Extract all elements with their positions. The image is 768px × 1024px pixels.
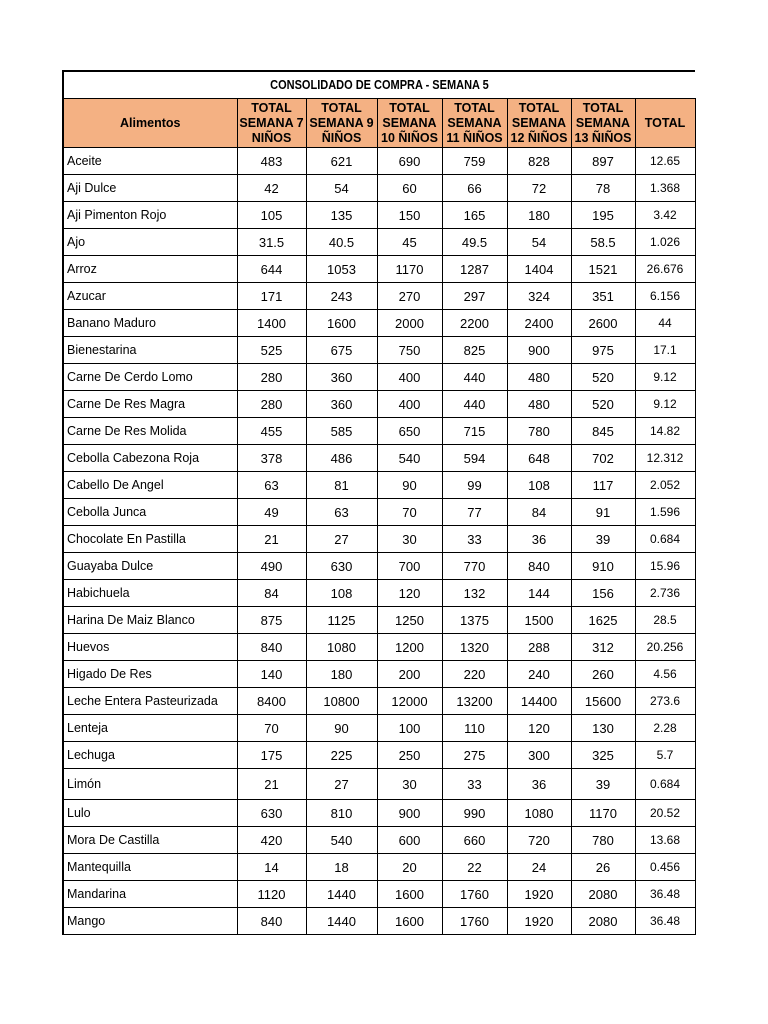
quantity-cell[interactable]: 520 bbox=[571, 391, 635, 418]
quantity-cell[interactable]: 10800 bbox=[306, 688, 377, 715]
food-name-cell[interactable]: Carne De Res Magra bbox=[63, 391, 237, 418]
quantity-cell[interactable]: 1625 bbox=[571, 607, 635, 634]
quantity-cell[interactable]: 480 bbox=[507, 364, 571, 391]
table-row bbox=[63, 661, 695, 688]
quantity-cell[interactable]: 63 bbox=[237, 472, 306, 499]
header-line: SEMANA bbox=[382, 115, 437, 130]
quantity-cell[interactable]: 36 bbox=[507, 769, 571, 800]
quantity-cell[interactable]: 1760 bbox=[442, 908, 507, 935]
food-name-cell[interactable]: Aceite bbox=[63, 148, 237, 175]
total-cell[interactable]: 9.12 bbox=[635, 391, 695, 418]
column-header-semana bbox=[442, 99, 507, 148]
quantity-cell[interactable]: 120 bbox=[507, 715, 571, 742]
quantity-cell[interactable]: 26 bbox=[571, 854, 635, 881]
food-name-cell[interactable]: Carne De Res Molida bbox=[63, 418, 237, 445]
quantity-cell[interactable]: 240 bbox=[507, 661, 571, 688]
total-cell[interactable]: 2.736 bbox=[635, 580, 695, 607]
header-line: TOTAL bbox=[251, 100, 292, 115]
food-name-cell[interactable]: Leche Entera Pasteurizada bbox=[63, 688, 237, 715]
food-name-cell[interactable]: Lulo bbox=[63, 800, 237, 827]
food-name-cell[interactable]: Ajo bbox=[63, 229, 237, 256]
quantity-cell[interactable]: 140 bbox=[237, 661, 306, 688]
quantity-cell[interactable]: 440 bbox=[442, 391, 507, 418]
quantity-cell[interactable]: 81 bbox=[306, 472, 377, 499]
food-name-cell[interactable]: Carne De Cerdo Lomo bbox=[63, 364, 237, 391]
column-header-semana bbox=[306, 99, 377, 148]
quantity-cell[interactable]: 660 bbox=[442, 827, 507, 854]
table-row bbox=[63, 148, 695, 175]
quantity-cell[interactable]: 840 bbox=[237, 634, 306, 661]
quantity-cell[interactable]: 60 bbox=[377, 175, 442, 202]
column-header-semana bbox=[507, 99, 571, 148]
quantity-cell[interactable]: 250 bbox=[377, 742, 442, 769]
food-name-cell[interactable]: Limón bbox=[63, 769, 237, 800]
total-cell[interactable]: 6.156 bbox=[635, 283, 695, 310]
food-name-cell[interactable]: Cebolla Junca bbox=[63, 499, 237, 526]
table-row bbox=[63, 175, 695, 202]
table-row bbox=[63, 337, 695, 364]
quantity-cell[interactable]: 1760 bbox=[442, 881, 507, 908]
food-name-cell[interactable]: Harina De Maiz Blanco bbox=[63, 607, 237, 634]
header-line: Alimentos bbox=[120, 115, 181, 130]
food-name-cell[interactable]: Mantequilla bbox=[63, 854, 237, 881]
total-cell[interactable]: 12.65 bbox=[635, 148, 695, 175]
quantity-cell[interactable]: 31.5 bbox=[237, 229, 306, 256]
quantity-cell[interactable]: 20 bbox=[377, 854, 442, 881]
quantity-cell[interactable]: 1404 bbox=[507, 256, 571, 283]
food-name-cell[interactable]: Azucar bbox=[63, 283, 237, 310]
quantity-cell[interactable]: 27 bbox=[306, 769, 377, 800]
table-row bbox=[63, 256, 695, 283]
quantity-cell[interactable]: 275 bbox=[442, 742, 507, 769]
quantity-cell[interactable]: 78 bbox=[571, 175, 635, 202]
total-cell[interactable]: 20.52 bbox=[635, 800, 695, 827]
quantity-cell[interactable]: 2080 bbox=[571, 908, 635, 935]
quantity-cell[interactable]: 150 bbox=[377, 202, 442, 229]
table-title: CONSOLIDADO DE COMPRA - SEMANA 5 bbox=[101, 71, 657, 99]
quantity-cell[interactable]: 66 bbox=[442, 175, 507, 202]
header-line: 13 ÑIÑOS bbox=[574, 130, 632, 145]
quantity-cell[interactable]: 1440 bbox=[306, 908, 377, 935]
quantity-cell[interactable]: 27 bbox=[306, 526, 377, 553]
quantity-cell[interactable]: 165 bbox=[442, 202, 507, 229]
quantity-cell[interactable]: 300 bbox=[507, 742, 571, 769]
food-name-cell[interactable]: Lenteja bbox=[63, 715, 237, 742]
quantity-cell[interactable]: 715 bbox=[442, 418, 507, 445]
table-row bbox=[63, 499, 695, 526]
quantity-cell[interactable]: 260 bbox=[571, 661, 635, 688]
quantity-cell[interactable]: 108 bbox=[306, 580, 377, 607]
quantity-cell[interactable]: 36 bbox=[507, 526, 571, 553]
quantity-cell[interactable]: 1125 bbox=[306, 607, 377, 634]
total-cell[interactable]: 1.596 bbox=[635, 499, 695, 526]
quantity-cell[interactable]: 90 bbox=[306, 715, 377, 742]
total-cell[interactable]: 3.42 bbox=[635, 202, 695, 229]
total-cell[interactable]: 0.456 bbox=[635, 854, 695, 881]
food-name-cell[interactable]: Mango bbox=[63, 908, 237, 935]
quantity-cell[interactable]: 180 bbox=[306, 661, 377, 688]
quantity-cell[interactable]: 1600 bbox=[377, 908, 442, 935]
quantity-cell[interactable]: 1053 bbox=[306, 256, 377, 283]
table-row bbox=[63, 607, 695, 634]
food-name-cell[interactable]: Mandarina bbox=[63, 881, 237, 908]
quantity-cell[interactable]: 39 bbox=[571, 526, 635, 553]
quantity-cell[interactable]: 420 bbox=[237, 827, 306, 854]
quantity-cell[interactable]: 720 bbox=[507, 827, 571, 854]
quantity-cell[interactable]: 49 bbox=[237, 499, 306, 526]
quantity-cell[interactable]: 810 bbox=[306, 800, 377, 827]
header-line: TOTAL bbox=[454, 100, 495, 115]
quantity-cell[interactable]: 600 bbox=[377, 827, 442, 854]
header-line: ÑIÑOS bbox=[321, 130, 362, 145]
quantity-cell[interactable]: 486 bbox=[306, 445, 377, 472]
header-line: SEMANA bbox=[511, 115, 567, 130]
total-cell[interactable]: 28.5 bbox=[635, 607, 695, 634]
table-row bbox=[63, 283, 695, 310]
food-name-cell[interactable]: Banano Maduro bbox=[63, 310, 237, 337]
total-cell[interactable]: 9.12 bbox=[635, 364, 695, 391]
column-header-total bbox=[635, 99, 695, 148]
quantity-cell[interactable]: 840 bbox=[507, 553, 571, 580]
quantity-cell[interactable]: 648 bbox=[507, 445, 571, 472]
quantity-cell[interactable]: 243 bbox=[306, 283, 377, 310]
quantity-cell[interactable]: 1287 bbox=[442, 256, 507, 283]
quantity-cell[interactable]: 1170 bbox=[571, 800, 635, 827]
header-line: NIÑOS bbox=[251, 130, 292, 145]
quantity-cell[interactable]: 144 bbox=[507, 580, 571, 607]
header-line: 10 ÑIÑOS bbox=[381, 130, 438, 145]
table-row bbox=[63, 364, 695, 391]
quantity-cell[interactable]: 63 bbox=[306, 499, 377, 526]
table-row bbox=[63, 715, 695, 742]
quantity-cell[interactable]: 117 bbox=[571, 472, 635, 499]
total-cell[interactable]: 36.48 bbox=[635, 881, 695, 908]
quantity-cell[interactable]: 483 bbox=[237, 148, 306, 175]
quantity-cell[interactable]: 845 bbox=[571, 418, 635, 445]
quantity-cell[interactable]: 455 bbox=[237, 418, 306, 445]
total-cell[interactable]: 2.052 bbox=[635, 472, 695, 499]
quantity-cell[interactable]: 825 bbox=[442, 337, 507, 364]
table-row bbox=[63, 769, 695, 800]
table-row bbox=[63, 908, 695, 935]
quantity-cell[interactable]: 180 bbox=[507, 202, 571, 229]
quantity-cell[interactable]: 540 bbox=[377, 445, 442, 472]
table-body bbox=[63, 148, 695, 935]
quantity-cell[interactable]: 30 bbox=[377, 526, 442, 553]
quantity-cell[interactable]: 1600 bbox=[306, 310, 377, 337]
table-row bbox=[63, 827, 695, 854]
quantity-cell[interactable]: 780 bbox=[571, 827, 635, 854]
quantity-cell[interactable]: 120 bbox=[377, 580, 442, 607]
quantity-cell[interactable]: 132 bbox=[442, 580, 507, 607]
total-cell[interactable]: 0.684 bbox=[635, 526, 695, 553]
quantity-cell[interactable]: 2000 bbox=[377, 310, 442, 337]
quantity-cell[interactable]: 77 bbox=[442, 499, 507, 526]
quantity-cell[interactable]: 875 bbox=[237, 607, 306, 634]
total-cell[interactable]: 36.48 bbox=[635, 908, 695, 935]
quantity-cell[interactable]: 39 bbox=[571, 769, 635, 800]
quantity-cell[interactable]: 400 bbox=[377, 391, 442, 418]
quantity-cell[interactable]: 2200 bbox=[442, 310, 507, 337]
quantity-cell[interactable]: 770 bbox=[442, 553, 507, 580]
column-header-semana bbox=[377, 99, 442, 148]
quantity-cell[interactable]: 21 bbox=[237, 769, 306, 800]
header-line: TOTAL bbox=[644, 115, 686, 130]
table-row bbox=[63, 800, 695, 827]
quantity-cell[interactable]: 130 bbox=[571, 715, 635, 742]
quantity-cell[interactable]: 700 bbox=[377, 553, 442, 580]
quantity-cell[interactable]: 1170 bbox=[377, 256, 442, 283]
quantity-cell[interactable]: 650 bbox=[377, 418, 442, 445]
quantity-cell[interactable]: 195 bbox=[571, 202, 635, 229]
header-row bbox=[63, 99, 695, 148]
quantity-cell[interactable]: 200 bbox=[377, 661, 442, 688]
header-line: SEMANA bbox=[575, 115, 631, 130]
food-name-cell[interactable]: Arroz bbox=[63, 256, 237, 283]
table-row bbox=[63, 881, 695, 908]
quantity-cell[interactable]: 312 bbox=[571, 634, 635, 661]
header-line: 12 ÑIÑOS bbox=[510, 130, 568, 145]
quantity-cell[interactable]: 900 bbox=[507, 337, 571, 364]
quantity-cell[interactable]: 440 bbox=[442, 364, 507, 391]
quantity-cell[interactable]: 690 bbox=[377, 148, 442, 175]
quantity-cell[interactable]: 630 bbox=[306, 553, 377, 580]
table-row bbox=[63, 391, 695, 418]
quantity-cell[interactable]: 280 bbox=[237, 364, 306, 391]
quantity-cell[interactable]: 21 bbox=[237, 526, 306, 553]
quantity-cell[interactable]: 33 bbox=[442, 769, 507, 800]
quantity-cell[interactable]: 480 bbox=[507, 391, 571, 418]
quantity-cell[interactable]: 42 bbox=[237, 175, 306, 202]
quantity-cell[interactable]: 40.5 bbox=[306, 229, 377, 256]
total-cell[interactable]: 1.026 bbox=[635, 229, 695, 256]
food-name-cell[interactable]: Chocolate En Pastilla bbox=[63, 526, 237, 553]
quantity-cell[interactable]: 910 bbox=[571, 553, 635, 580]
header-line: SEMANA 9 bbox=[309, 115, 374, 130]
quantity-cell[interactable]: 840 bbox=[237, 908, 306, 935]
quantity-cell[interactable]: 1500 bbox=[507, 607, 571, 634]
quantity-cell[interactable]: 1250 bbox=[377, 607, 442, 634]
food-name-cell[interactable]: Cabello De Angel bbox=[63, 472, 237, 499]
quantity-cell[interactable]: 1080 bbox=[306, 634, 377, 661]
quantity-cell[interactable]: 975 bbox=[571, 337, 635, 364]
quantity-cell[interactable]: 15600 bbox=[571, 688, 635, 715]
quantity-cell[interactable]: 520 bbox=[571, 364, 635, 391]
quantity-cell[interactable]: 325 bbox=[571, 742, 635, 769]
header-line: TOTAL bbox=[582, 100, 624, 115]
quantity-cell[interactable]: 900 bbox=[377, 800, 442, 827]
quantity-cell[interactable]: 22 bbox=[442, 854, 507, 881]
quantity-cell[interactable]: 1080 bbox=[507, 800, 571, 827]
quantity-cell[interactable]: 1320 bbox=[442, 634, 507, 661]
quantity-cell[interactable]: 400 bbox=[377, 364, 442, 391]
quantity-cell[interactable]: 110 bbox=[442, 715, 507, 742]
column-header-semana bbox=[571, 99, 635, 148]
food-name-cell[interactable]: Aji Pimenton Rojo bbox=[63, 202, 237, 229]
quantity-cell[interactable]: 70 bbox=[377, 499, 442, 526]
quantity-cell[interactable]: 24 bbox=[507, 854, 571, 881]
quantity-cell[interactable]: 54 bbox=[306, 175, 377, 202]
quantity-cell[interactable]: 58.5 bbox=[571, 229, 635, 256]
quantity-cell[interactable]: 100 bbox=[377, 715, 442, 742]
total-cell[interactable]: 0.684 bbox=[635, 769, 695, 800]
quantity-cell[interactable]: 360 bbox=[306, 364, 377, 391]
quantity-cell[interactable]: 70 bbox=[237, 715, 306, 742]
quantity-cell[interactable]: 1440 bbox=[306, 881, 377, 908]
table-row bbox=[63, 202, 695, 229]
table-row bbox=[63, 854, 695, 881]
quantity-cell[interactable]: 1521 bbox=[571, 256, 635, 283]
quantity-cell[interactable]: 1920 bbox=[507, 908, 571, 935]
total-cell[interactable]: 273.6 bbox=[635, 688, 695, 715]
quantity-cell[interactable]: 8400 bbox=[237, 688, 306, 715]
total-cell[interactable]: 12.312 bbox=[635, 445, 695, 472]
quantity-cell[interactable]: 99 bbox=[442, 472, 507, 499]
total-cell[interactable]: 14.82 bbox=[635, 418, 695, 445]
total-cell[interactable]: 17.1 bbox=[635, 337, 695, 364]
quantity-cell[interactable]: 135 bbox=[306, 202, 377, 229]
total-cell[interactable]: 1.368 bbox=[635, 175, 695, 202]
quantity-cell[interactable]: 675 bbox=[306, 337, 377, 364]
quantity-cell[interactable]: 702 bbox=[571, 445, 635, 472]
table-row bbox=[63, 418, 695, 445]
header-line: TOTAL bbox=[321, 100, 362, 115]
quantity-cell[interactable]: 324 bbox=[507, 283, 571, 310]
food-name-cell[interactable]: Mora De Castilla bbox=[63, 827, 237, 854]
table-row bbox=[63, 742, 695, 769]
quantity-cell[interactable]: 990 bbox=[442, 800, 507, 827]
header-line: TOTAL bbox=[518, 100, 560, 115]
quantity-cell[interactable]: 1400 bbox=[237, 310, 306, 337]
quantity-cell[interactable]: 270 bbox=[377, 283, 442, 310]
table-row bbox=[63, 634, 695, 661]
quantity-cell[interactable]: 54 bbox=[507, 229, 571, 256]
quantity-cell[interactable]: 84 bbox=[237, 580, 306, 607]
food-name-cell[interactable]: Huevos bbox=[63, 634, 237, 661]
quantity-cell[interactable]: 280 bbox=[237, 391, 306, 418]
quantity-cell[interactable]: 630 bbox=[237, 800, 306, 827]
spreadsheet bbox=[62, 70, 696, 935]
table-row bbox=[63, 229, 695, 256]
total-cell[interactable]: 26.676 bbox=[635, 256, 695, 283]
quantity-cell[interactable]: 828 bbox=[507, 148, 571, 175]
header-line: TOTAL bbox=[389, 100, 430, 115]
quantity-cell[interactable]: 108 bbox=[507, 472, 571, 499]
quantity-cell[interactable]: 14 bbox=[237, 854, 306, 881]
quantity-cell[interactable]: 2600 bbox=[571, 310, 635, 337]
table-row bbox=[63, 472, 695, 499]
header-line: 11 ÑIÑOS bbox=[446, 130, 503, 145]
table-row bbox=[63, 553, 695, 580]
quantity-cell[interactable]: 594 bbox=[442, 445, 507, 472]
quantity-cell[interactable]: 18 bbox=[306, 854, 377, 881]
quantity-cell[interactable]: 1920 bbox=[507, 881, 571, 908]
quantity-cell[interactable]: 12000 bbox=[377, 688, 442, 715]
quantity-cell[interactable]: 175 bbox=[237, 742, 306, 769]
quantity-cell[interactable]: 105 bbox=[237, 202, 306, 229]
quantity-cell[interactable]: 13200 bbox=[442, 688, 507, 715]
food-name-cell[interactable]: Guayaba Dulce bbox=[63, 553, 237, 580]
quantity-cell[interactable]: 490 bbox=[237, 553, 306, 580]
total-cell[interactable]: 2.28 bbox=[635, 715, 695, 742]
quantity-cell[interactable]: 360 bbox=[306, 391, 377, 418]
food-name-cell[interactable]: Aji Dulce bbox=[63, 175, 237, 202]
quantity-cell[interactable]: 750 bbox=[377, 337, 442, 364]
table-row bbox=[63, 580, 695, 607]
column-header-semana bbox=[237, 99, 306, 148]
header-line: SEMANA 7 bbox=[239, 115, 304, 130]
quantity-cell[interactable]: 780 bbox=[507, 418, 571, 445]
purchase-table bbox=[62, 70, 696, 935]
total-cell[interactable]: 4.56 bbox=[635, 661, 695, 688]
food-name-cell[interactable]: Lechuga bbox=[63, 742, 237, 769]
table-row bbox=[63, 526, 695, 553]
quantity-cell[interactable]: 1375 bbox=[442, 607, 507, 634]
quantity-cell[interactable]: 1120 bbox=[237, 881, 306, 908]
quantity-cell[interactable]: 220 bbox=[442, 661, 507, 688]
quantity-cell[interactable]: 90 bbox=[377, 472, 442, 499]
quantity-cell[interactable]: 2080 bbox=[571, 881, 635, 908]
total-cell[interactable]: 20.256 bbox=[635, 634, 695, 661]
food-name-cell[interactable]: Bienestarina bbox=[63, 337, 237, 364]
total-cell[interactable]: 5.7 bbox=[635, 742, 695, 769]
quantity-cell[interactable]: 30 bbox=[377, 769, 442, 800]
food-name-cell[interactable]: Habichuela bbox=[63, 580, 237, 607]
total-cell[interactable]: 44 bbox=[635, 310, 695, 337]
quantity-cell[interactable]: 351 bbox=[571, 283, 635, 310]
quantity-cell[interactable]: 759 bbox=[442, 148, 507, 175]
quantity-cell[interactable]: 14400 bbox=[507, 688, 571, 715]
quantity-cell[interactable]: 156 bbox=[571, 580, 635, 607]
quantity-cell[interactable]: 84 bbox=[507, 499, 571, 526]
quantity-cell[interactable]: 33 bbox=[442, 526, 507, 553]
food-name-cell[interactable]: Cebolla Cabezona Roja bbox=[63, 445, 237, 472]
table-row bbox=[63, 310, 695, 337]
food-name-cell[interactable]: Higado De Res bbox=[63, 661, 237, 688]
total-cell[interactable]: 13.68 bbox=[635, 827, 695, 854]
table-row bbox=[63, 688, 695, 715]
quantity-cell[interactable]: 540 bbox=[306, 827, 377, 854]
quantity-cell[interactable]: 644 bbox=[237, 256, 306, 283]
quantity-cell[interactable]: 91 bbox=[571, 499, 635, 526]
quantity-cell[interactable]: 49.5 bbox=[442, 229, 507, 256]
quantity-cell[interactable]: 297 bbox=[442, 283, 507, 310]
quantity-cell[interactable]: 1600 bbox=[377, 881, 442, 908]
quantity-cell[interactable]: 2400 bbox=[507, 310, 571, 337]
table-row bbox=[63, 445, 695, 472]
total-cell[interactable]: 15.96 bbox=[635, 553, 695, 580]
quantity-cell[interactable]: 45 bbox=[377, 229, 442, 256]
quantity-cell[interactable]: 378 bbox=[237, 445, 306, 472]
header-line: SEMANA bbox=[447, 115, 502, 130]
quantity-cell[interactable]: 525 bbox=[237, 337, 306, 364]
quantity-cell[interactable]: 1200 bbox=[377, 634, 442, 661]
quantity-cell[interactable]: 621 bbox=[306, 148, 377, 175]
quantity-cell[interactable]: 897 bbox=[571, 148, 635, 175]
quantity-cell[interactable]: 288 bbox=[507, 634, 571, 661]
quantity-cell[interactable]: 72 bbox=[507, 175, 571, 202]
quantity-cell[interactable]: 225 bbox=[306, 742, 377, 769]
column-header-alimentos bbox=[63, 99, 237, 148]
quantity-cell[interactable]: 585 bbox=[306, 418, 377, 445]
quantity-cell[interactable]: 171 bbox=[237, 283, 306, 310]
